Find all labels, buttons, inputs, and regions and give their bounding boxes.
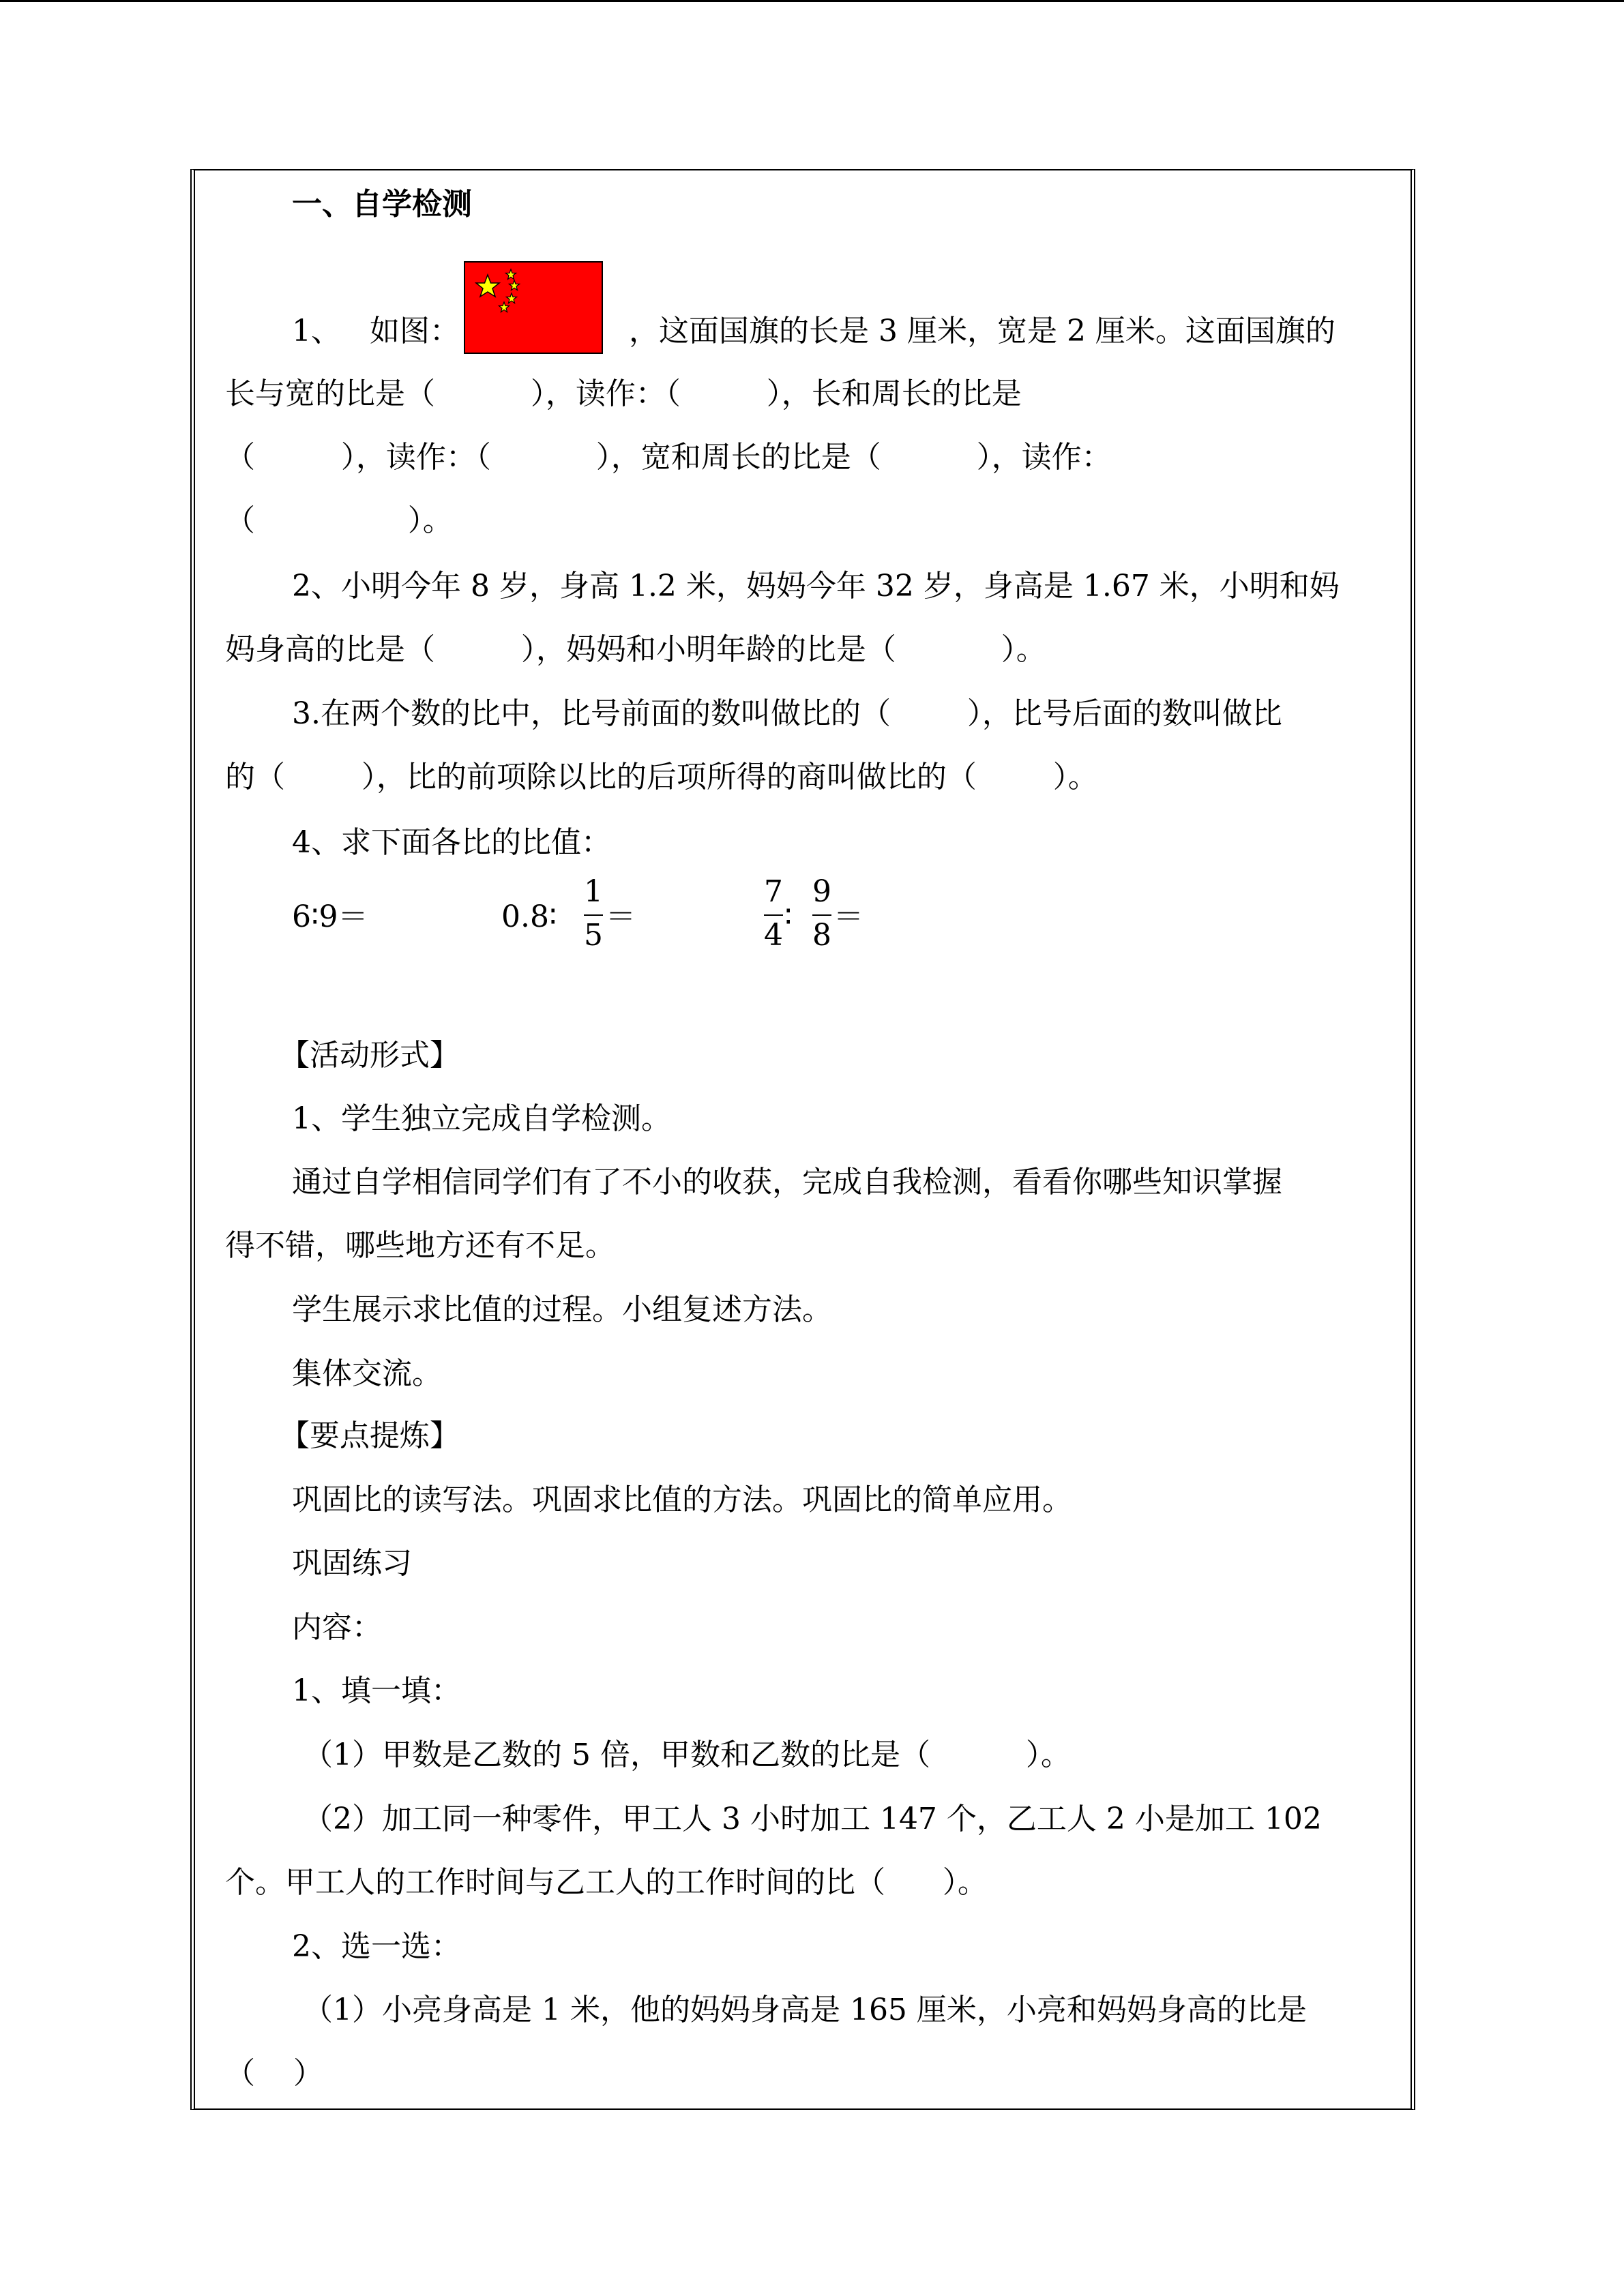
small-star-4: [499, 302, 510, 312]
fraction-bar: [584, 914, 603, 916]
flag-stars: [465, 263, 602, 353]
q4-expr3-fraction-b: [808, 875, 836, 957]
fill-title: 1、填一填：: [292, 1673, 461, 1708]
fraction-numerator: 7: [764, 874, 783, 909]
small-star-1: [506, 269, 516, 280]
q4-expr3-tail: ＝: [833, 899, 863, 934]
top-rule: [0, 0, 1624, 2]
q1-line4: （ ）。: [225, 503, 453, 538]
big-star: [476, 275, 499, 297]
section-title: 一、自学检测: [292, 187, 472, 222]
fraction-bar: [764, 914, 783, 916]
small-star-2: [510, 280, 520, 290]
q4-expr3-fraction-a: [760, 875, 787, 957]
keypoints-heading: 【要点提炼】: [280, 1418, 460, 1453]
fraction-bar: [812, 914, 831, 916]
q3-line2: 的（ ），比的前项除以比的后项所得的商叫做比的（ ）。: [225, 760, 1098, 794]
q4-expr1: 6∶9＝: [292, 899, 368, 934]
activity-p2-line1: 通过自学相信同学们有了不小的收获，完成自我检测，看看你哪些知识掌握: [292, 1165, 1282, 1199]
choose-title: 2、选一选：: [292, 1929, 461, 1964]
q4-expr2-lead: 0.8∶: [501, 899, 557, 934]
activity-p4: 集体交流。: [292, 1356, 442, 1391]
keypoints-p3: 内容：: [292, 1610, 382, 1645]
fraction-denominator: 5: [584, 918, 603, 953]
fraction-numerator: 1: [584, 874, 603, 909]
small-star-3: [507, 293, 517, 303]
q1-line2: 长与宽的比是（ ），读作：（ ），长和周长的比是: [225, 376, 1022, 411]
keypoints-p1: 巩固比的读写法。巩固求比值的方法。巩固比的简单应用。: [292, 1482, 1072, 1517]
q4-title: 4、求下面各比的比值：: [292, 825, 611, 860]
fill-item2-line1: （2）加工同一种零件，甲工人 3 小时加工 147 个，乙工人 2 小是加工 102: [303, 1802, 1322, 1836]
q3-line1: 3.在两个数的比中，比号前面的数叫做比的（ ），比号后面的数叫做比: [292, 696, 1282, 731]
activity-p3: 学生展示求比值的过程。小组复述方法。: [292, 1292, 832, 1327]
q2-line1: 2、小明今年 8 岁，身高 1.2 米，妈妈今年 32 岁，身高是 1.67 米，小明和妈: [292, 569, 1340, 603]
fill-item2-line2: 个。甲工人的工作时间与乙工人的工作时间的比（ ）。: [225, 1865, 988, 1900]
choose-item1-line2: （ ）: [225, 2056, 323, 2091]
q1-line1-suffix: ，这面国旗的长是 3 厘米，宽是 2 厘米。这面国旗的: [629, 314, 1335, 348]
q4-expr2-fraction: [580, 875, 607, 957]
activity-heading: 【活动形式】: [280, 1038, 460, 1073]
fraction-denominator: 4: [764, 918, 783, 953]
fill-item1: （1）甲数是乙数的 5 倍，甲数和乙数的比是（ ）。: [303, 1738, 1071, 1772]
q4-expr2-tail: ＝: [606, 899, 636, 934]
fraction-denominator: 8: [812, 918, 831, 953]
choose-item1-line1: （1）小亮身高是 1 米，他的妈妈身高是 165 厘米，小亮和妈妈身高的比是: [303, 1993, 1307, 2027]
activity-p2-line2: 得不错，哪些地方还有不足。: [225, 1228, 615, 1263]
q2-line2: 妈身高的比是（ ），妈妈和小明年龄的比是（ ）。: [225, 632, 1046, 667]
q4-expr3-colon: ∶: [784, 899, 793, 934]
fraction-numerator: 9: [812, 874, 831, 909]
chinese-flag-icon: [464, 261, 603, 354]
keypoints-p2: 巩固练习: [292, 1546, 412, 1581]
activity-p1: 1、学生独立完成自学检测。: [292, 1101, 671, 1136]
q1-line3: （ ），读作：（ ），宽和周长的比是（ ），读作：: [225, 440, 1112, 475]
q1-line1-prefix: 1、 如图：: [292, 314, 460, 348]
